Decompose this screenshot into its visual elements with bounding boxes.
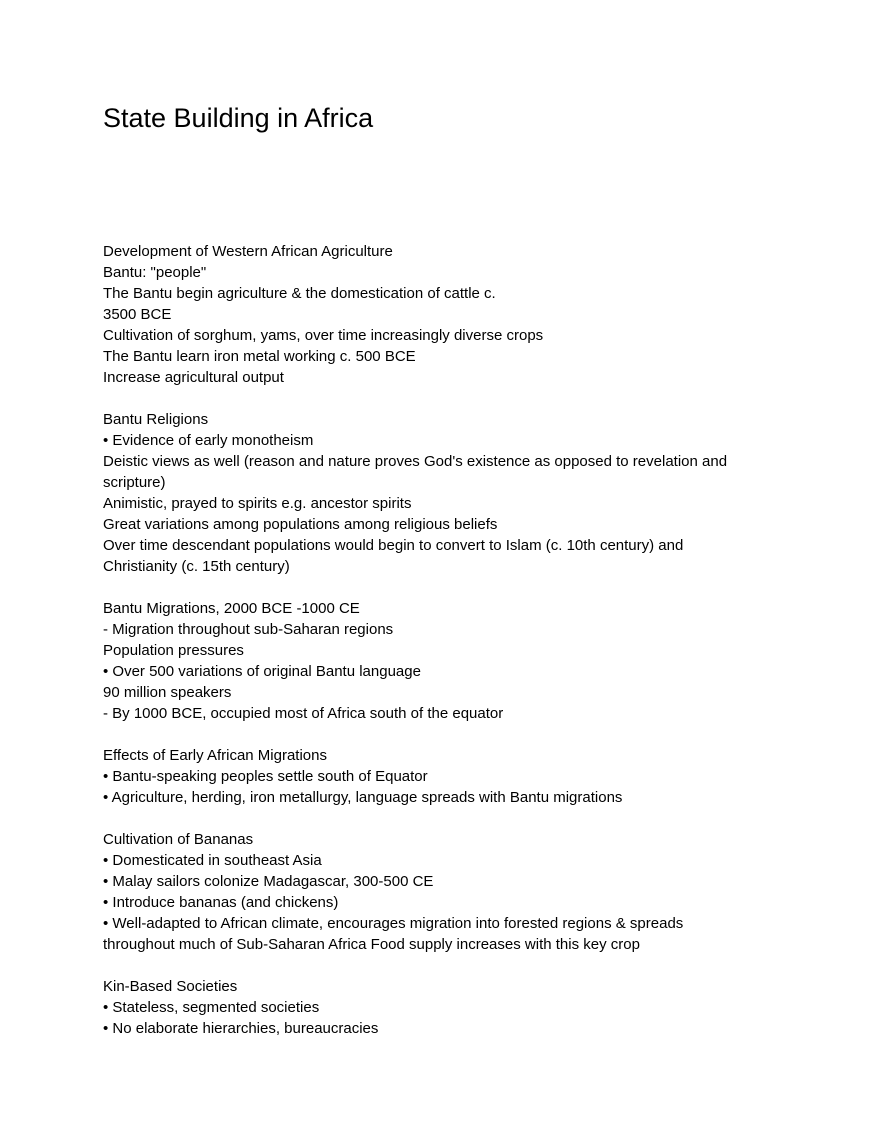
section-bantu-migrations — [103, 598, 793, 724]
text-line: Over time descendant populations would begin to convert to Islam (c. 10th century) and — [103, 537, 684, 554]
text-line: The Bantu begin agriculture & the domestication of cattle c. — [103, 285, 496, 302]
text-line: - By 1000 BCE, occupied most of Africa south of the equator — [103, 705, 504, 722]
page-title: State Building in Africa — [103, 103, 374, 133]
section-heading: Cultivation of Bananas — [103, 831, 254, 848]
text-line: 3500 BCE — [103, 306, 172, 323]
section-heading: Development of Western African Agriculture — [103, 243, 393, 260]
bullet-line: • Stateless, segmented societies — [103, 999, 320, 1016]
text-line: Increase agricultural output — [103, 369, 284, 386]
text-line: Bantu: "people" — [103, 264, 207, 281]
section-western-african-agriculture — [103, 241, 793, 388]
bullet-line: • No elaborate hierarchies, bureaucracies — [103, 1020, 379, 1037]
bullet-line: • Introduce bananas (and chickens) — [103, 894, 339, 911]
text-line: Deistic views as well (reason and nature proves God's existence as opposed to revelation and — [103, 453, 728, 470]
bullet-line: • Bantu-speaking peoples settle south of Equator — [103, 768, 428, 785]
text-line: throughout much of Sub-Saharan Africa Food supply increases with this key crop — [103, 936, 640, 953]
section-heading: Bantu Religions — [103, 411, 209, 428]
section-cultivation-of-bananas — [103, 829, 793, 955]
bullet-line: • Malay sailors colonize Madagascar, 300-500 CE — [103, 873, 434, 890]
section-bantu-religions — [103, 409, 793, 577]
text-line: Christianity (c. 15th century) — [103, 558, 290, 575]
text-line: Animistic, prayed to spirits e.g. ancestor spirits — [103, 495, 412, 512]
section-heading: Kin-Based Societies — [103, 978, 238, 995]
text-line: - Migration throughout sub-Saharan regions — [103, 621, 394, 638]
text-line: The Bantu learn iron metal working c. 500 BCE — [103, 348, 416, 365]
text-line: 90 million speakers — [103, 684, 232, 701]
text-line: Cultivation of sorghum, yams, over time increasingly diverse crops — [103, 327, 544, 344]
section-heading: Effects of Early African Migrations — [103, 747, 327, 764]
section-heading: Bantu Migrations, 2000 BCE -1000 CE — [103, 600, 360, 617]
bullet-line: • Evidence of early monotheism — [103, 432, 314, 449]
bullet-line: • Domesticated in southeast Asia — [103, 852, 322, 869]
document-body — [103, 241, 793, 1060]
bullet-line: • Agriculture, herding, iron metallurgy, language spreads with Bantu migrations — [103, 789, 623, 806]
bullet-line: • Well-adapted to African climate, encourages migration into forested regions & spreads — [103, 915, 684, 932]
text-line: Great variations among populations among religious beliefs — [103, 516, 498, 533]
section-kin-based-societies — [103, 976, 793, 1039]
text-line: Population pressures — [103, 642, 244, 659]
section-effects-of-migrations — [103, 745, 793, 808]
bullet-line: • Over 500 variations of original Bantu language — [103, 663, 421, 680]
text-line: scripture) — [103, 474, 166, 491]
